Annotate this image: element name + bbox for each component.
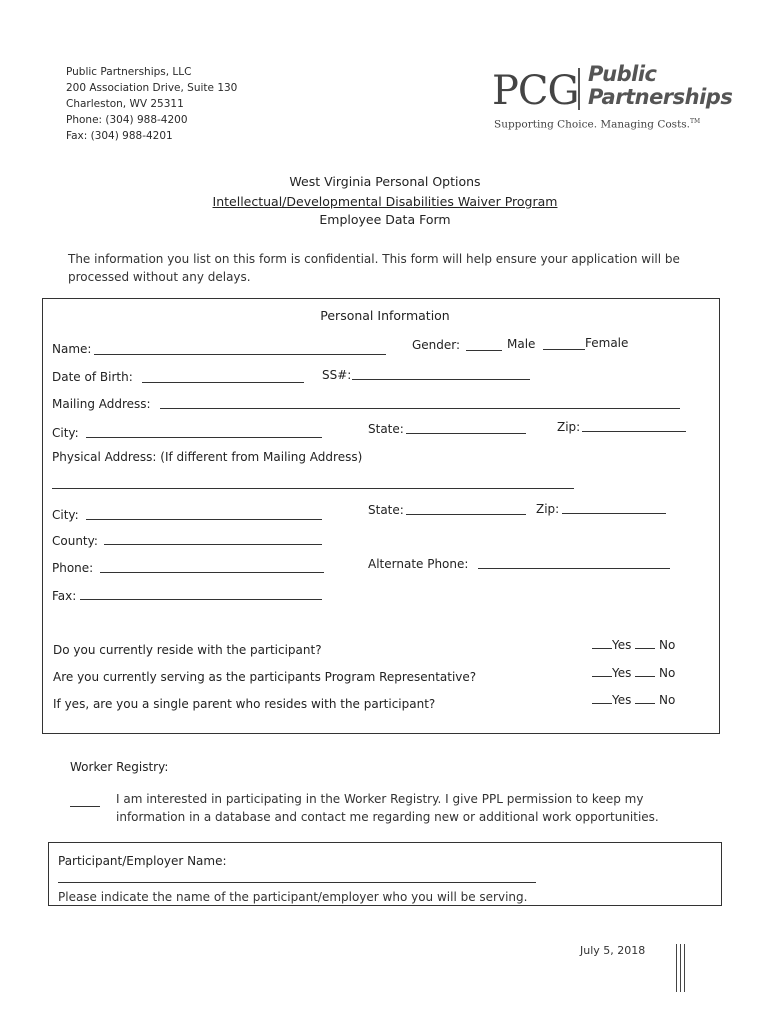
county-field[interactable] [104, 544, 322, 545]
question-program-rep: Are you currently serving as the participants Program Representative? [53, 670, 477, 684]
city-label: City: [52, 508, 79, 522]
pcg-logo [492, 60, 742, 140]
address-line: Fax: (304) 988-4201 [66, 130, 173, 142]
county-label: County: [52, 534, 98, 548]
yes-label: Yes [612, 666, 632, 680]
physical-address-label: Physical Address: (If different from Mailing Address) [52, 450, 363, 464]
yes-field[interactable] [592, 666, 612, 677]
section-title-personal: Personal Information [320, 308, 450, 323]
scan-edge-mark [684, 944, 685, 992]
scan-edge-mark [680, 944, 681, 992]
form-title-program: West Virginia Personal Options [289, 174, 481, 189]
city-label: City: [52, 426, 79, 440]
ssn-field[interactable] [352, 379, 530, 380]
form-title-name: Employee Data Form [319, 212, 451, 227]
fax-field[interactable] [80, 599, 322, 600]
zip-field[interactable] [582, 431, 686, 432]
confidentiality-notice: The information you list on this form is confidential. This form will help ensure your application will be processed without any delays. [68, 252, 680, 284]
question-reside: Do you currently reside with the participant? [53, 643, 322, 657]
fax-label: Fax: [52, 589, 77, 603]
scan-edge-mark [676, 944, 677, 992]
phone-label: Phone: [52, 561, 94, 575]
city-field[interactable] [86, 437, 322, 438]
gender-female-field[interactable] [543, 349, 585, 350]
yes-no-single-parent [592, 693, 675, 707]
participant-hint: Please indicate the name of the participant/employer who you will be serving. [58, 890, 528, 904]
participant-name-field[interactable] [58, 882, 536, 883]
address-line: Public Partnerships, LLC [66, 66, 192, 78]
yes-no-reside [592, 638, 675, 652]
yes-field[interactable] [592, 693, 612, 704]
yes-no-program-rep [592, 666, 675, 680]
no-label: No [659, 693, 676, 707]
gender-label: Gender: [412, 338, 461, 352]
physical-state-field[interactable] [406, 514, 526, 515]
logo-pcg-text: PCG [492, 68, 579, 114]
name-label: Name: [52, 342, 92, 356]
phone-field[interactable] [100, 572, 324, 573]
question-single-parent: If yes, are you a single parent who resides with the participant? [53, 697, 436, 711]
logo-partnerships-text: Partnerships [588, 85, 733, 109]
mailing-address-field[interactable] [160, 408, 680, 409]
logo-tagline-text: Supporting Choice. Managing Costs. [494, 118, 691, 131]
worker-registry-checkbox[interactable] [70, 806, 100, 807]
no-label: No [659, 666, 676, 680]
form-date: July 5, 2018 [580, 944, 646, 957]
no-field[interactable] [635, 638, 655, 649]
male-label: Male [507, 337, 536, 351]
mailing-address-label: Mailing Address: [52, 397, 151, 411]
no-field[interactable] [635, 666, 655, 677]
zip-label: Zip: [536, 502, 560, 516]
state-label: State: [368, 503, 404, 517]
trademark-mark: TM [690, 118, 701, 125]
worker-registry-text-1: I am interested in participating in the Worker Registry. I give PPL permission to keep my [116, 792, 644, 806]
ssn-label: SS#: [322, 368, 352, 382]
company-address [66, 64, 237, 144]
state-field[interactable] [406, 433, 526, 434]
logo-tagline [494, 118, 700, 131]
dob-label: Date of Birth: [52, 370, 133, 384]
gender-male-field[interactable] [466, 350, 502, 351]
alternate-phone-field[interactable] [478, 568, 670, 569]
alternate-phone-label: Alternate Phone: [368, 557, 469, 571]
no-field[interactable] [635, 693, 655, 704]
physical-address-field[interactable] [52, 488, 574, 489]
participant-name-label: Participant/Employer Name: [58, 854, 227, 868]
dob-field[interactable] [142, 382, 304, 383]
yes-label: Yes [612, 638, 632, 652]
female-label: Female [585, 336, 629, 350]
logo-public-text: Public [588, 62, 657, 86]
form-title-waiver: Intellectual/Developmental Disabilities Waiver Program [212, 194, 558, 209]
address-line: 200 Association Drive, Suite 130 [66, 82, 238, 94]
zip-label: Zip: [557, 420, 581, 434]
address-line: Phone: (304) 988-4200 [66, 114, 188, 126]
state-label: State: [368, 422, 404, 436]
no-label: No [659, 638, 676, 652]
name-field[interactable] [94, 354, 386, 355]
yes-label: Yes [612, 693, 632, 707]
physical-city-field[interactable] [86, 519, 322, 520]
logo-divider [578, 68, 580, 110]
physical-zip-field[interactable] [562, 513, 666, 514]
address-line: Charleston, WV 25311 [66, 98, 184, 110]
yes-field[interactable] [592, 638, 612, 649]
worker-registry-title: Worker Registry: [70, 760, 169, 774]
worker-registry-text-2: information in a database and contact me regarding new or additional work opportunities. [116, 810, 659, 824]
